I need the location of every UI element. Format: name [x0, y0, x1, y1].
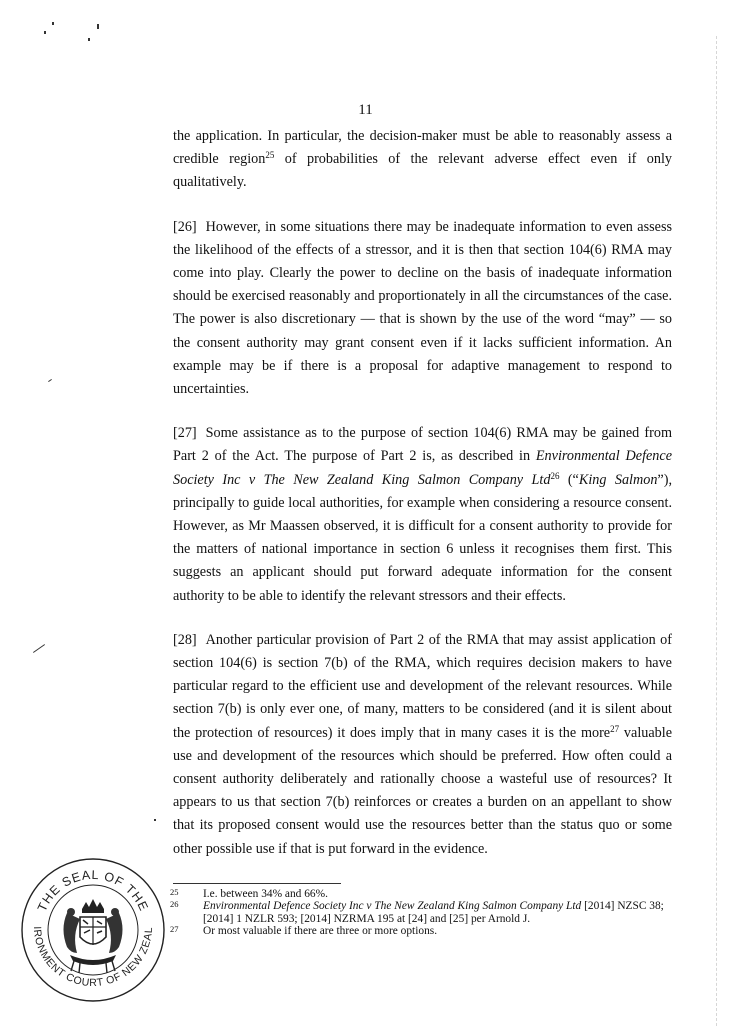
paragraph-number: [26] [173, 218, 197, 235]
court-seal [20, 857, 166, 1003]
footnote-number: 27 [170, 923, 179, 934]
footnote-25 [170, 888, 675, 900]
text-run: Some assistance as to the purpose of section 104(6) RMA may be gained from Part 2 of the Act. The purpose of Part 2 is, as described in [173, 425, 672, 465]
coat-of-arms-icon [64, 899, 123, 973]
scan-speck [154, 819, 156, 821]
seal-bottom-text: IRONMENT COURT OF NEW ZEAL [30, 926, 156, 990]
italic-citation: Environmental Defence Society Inc v The New Zealand King Salmon Company Ltd [173, 448, 672, 488]
footnote-reference: 26 [550, 470, 560, 481]
scan-margin-line [716, 36, 717, 1026]
scan-speck [52, 22, 54, 25]
text-run: Or most valuable if there are three or more options. [203, 924, 438, 937]
footnote-26 [170, 900, 675, 925]
text-run: valuable use and development of the resources which should be preferred. How often could a consent authority deliberately and rationally choose a wasteful use of resources? It appears to us that section 7(b) reinforces or creates a burden on an appellant to show that its proposed consent would use the resources better than the status quo or some other possible use if that is put forward in the evidence. [173, 724, 672, 857]
footnote-27 [170, 925, 675, 937]
footnotes [170, 888, 675, 937]
footnote-reference: 27 [610, 723, 620, 734]
italic-citation: Environmental Defence Society Inc v The New Zealand King Salmon Company Ltd [203, 900, 582, 913]
text-run: of probabilities of the relevant adverse effect even if only qualitatively. [173, 151, 672, 191]
paragraph-number: [28] [173, 631, 197, 648]
scan-speck [48, 379, 52, 382]
paragraph-cont [173, 125, 672, 195]
scan-speck [97, 24, 99, 29]
footnote-rule [173, 883, 341, 884]
footnote-number: 25 [170, 887, 179, 897]
text-run: I.e. between 34% and 66%. [203, 888, 328, 900]
text-run: However, in some situations there may be inadequate information to even assess the likelihood of the effects of a stressor, and it is then that section 104(6) RMA may come into play. Clearly the power to decline on the basis of inadequate information should be exercised reasonably and proportionately in all the circumstances of the case. The power is also discretionary — that is shown by the use of the word “may” — so the consent authority may grant consent even if it lacks sufficient information. An example may be if there is a proposal for adaptive management to respond to uncertainties. [173, 218, 672, 398]
scan-speck [44, 31, 46, 34]
court-seal-graphic [20, 857, 166, 1003]
scan-speck [33, 644, 45, 653]
italic-citation: King Salmon [578, 471, 658, 488]
text-run: [2014] NZSC 38; [2014] 1 NZLR 593; [2014] NZRMA 195 at [24] and [25] per Arnold J. [203, 900, 664, 925]
paragraph-number: [27] [173, 425, 197, 442]
scan-speck [88, 38, 90, 41]
paragraph-p28 [173, 629, 672, 861]
page-number: 11 [358, 102, 373, 118]
text-run: (“ [559, 471, 579, 488]
paragraph-p27 [173, 422, 672, 608]
text-run: Another particular provision of Part 2 of the RMA that may assist application of section 104(6) is section 7(b) of the RMA, which requires decision makers to have particular regard to the efficient use and development of the relevant resources. While section 7(b) is only ever one, of many, matters to be considered (and it is silent about the protection of resources) it does imply that in many cases it is the more [173, 631, 672, 741]
text-run: ”), principally to guide local authorities, for example when considering a resource consent. However, as Mr Maassen observed, it is difficult for a consent authority to provide for the matters of national importance in section 6 unless it recognises them first. This suggests an applicant should put forward adequate information for the consent authority to be able to identify the relevant stressors and their effects. [173, 471, 672, 604]
footnote-reference: 25 [265, 150, 275, 161]
seal-top-text: THE SEAL OF THE [34, 867, 152, 914]
paragraph-p26 [173, 216, 672, 402]
footnote-number: 26 [170, 899, 179, 910]
text-run: the application. In particular, the decision-maker must be able to reasonably assess a credible region [173, 128, 672, 168]
body-text [173, 125, 672, 882]
